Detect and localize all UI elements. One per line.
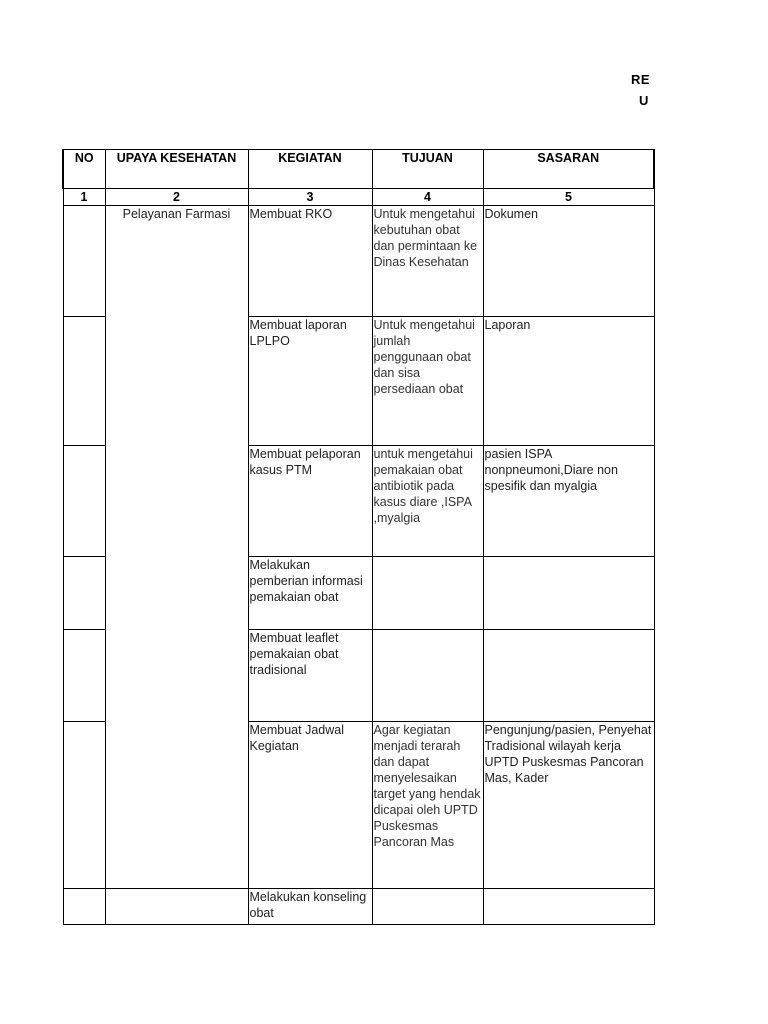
header-kegiatan: KEGIATAN <box>248 150 372 189</box>
kegiatan-cell: Membuat leaflet pemakaian obat tradisional <box>248 630 372 722</box>
header-row <box>63 150 654 189</box>
sasaran-cell: Dokumen <box>483 206 654 317</box>
column-number-5: 5 <box>483 189 654 206</box>
tujuan-cell: Untuk mengetahui jumlah penggunaan obat dan sisa persediaan obat <box>372 317 483 446</box>
column-number-2: 2 <box>105 189 248 206</box>
table-row <box>63 889 654 925</box>
kegiatan-cell: Membuat laporan LPLPO <box>248 317 372 446</box>
column-number-row <box>63 189 654 206</box>
kegiatan-cell: Membuat pelaporan kasus PTM <box>248 446 372 557</box>
header-sasaran: SASARAN <box>483 150 654 189</box>
column-number-1: 1 <box>63 189 105 206</box>
tujuan-cell <box>372 630 483 722</box>
row-no <box>63 722 105 889</box>
report-title-line-1: RE <box>631 72 651 87</box>
tujuan-cell <box>372 557 483 630</box>
tujuan-cell <box>372 889 483 925</box>
sasaran-cell: Laporan <box>483 317 654 446</box>
kegiatan-cell: Membuat Jadwal Kegiatan <box>248 722 372 889</box>
row-no <box>63 889 105 925</box>
upaya-kesehatan-cell-empty <box>105 889 248 925</box>
tujuan-cell: Untuk mengetahui kebutuhan obat dan permintaan ke Dinas Kesehatan <box>372 206 483 317</box>
upaya-kesehatan-cell: Pelayanan Farmasi <box>105 206 248 889</box>
activity-table <box>62 149 655 925</box>
header-no: NO <box>63 150 105 189</box>
sasaran-cell: pasien ISPA nonpneumoni,Diare non spesifik dan myalgia <box>483 446 654 557</box>
kegiatan-cell: Melakukan konseling obat <box>248 889 372 925</box>
row-no <box>63 446 105 557</box>
sasaran-cell <box>483 630 654 722</box>
sasaran-cell <box>483 557 654 630</box>
row-no <box>63 317 105 446</box>
row-no <box>63 630 105 722</box>
column-number-4: 4 <box>372 189 483 206</box>
header-upaya-kesehatan: UPAYA KESEHATAN <box>105 150 248 189</box>
sasaran-cell <box>483 889 654 925</box>
report-title-line-2: U <box>639 93 649 108</box>
row-no <box>63 557 105 630</box>
header-tujuan: TUJUAN <box>372 150 483 189</box>
column-number-3: 3 <box>248 189 372 206</box>
tujuan-cell: Agar kegiatan menjadi terarah dan dapat menyelesaikan target yang hendak dicapai oleh UPTD Puskesmas Pancoran Mas <box>372 722 483 889</box>
table-row <box>63 206 654 317</box>
kegiatan-cell: Membuat RKO <box>248 206 372 317</box>
tujuan-cell: untuk mengetahui pemakaian obat antibiotik pada kasus diare ,ISPA ,myalgia <box>372 446 483 557</box>
sasaran-cell: Pengunjung/pasien, Penyehat Tradisional wilayah kerja UPTD Puskesmas Pancoran Mas, Kader <box>483 722 654 889</box>
row-no <box>63 206 105 317</box>
kegiatan-cell: Melakukan pemberian informasi pemakaian obat <box>248 557 372 630</box>
